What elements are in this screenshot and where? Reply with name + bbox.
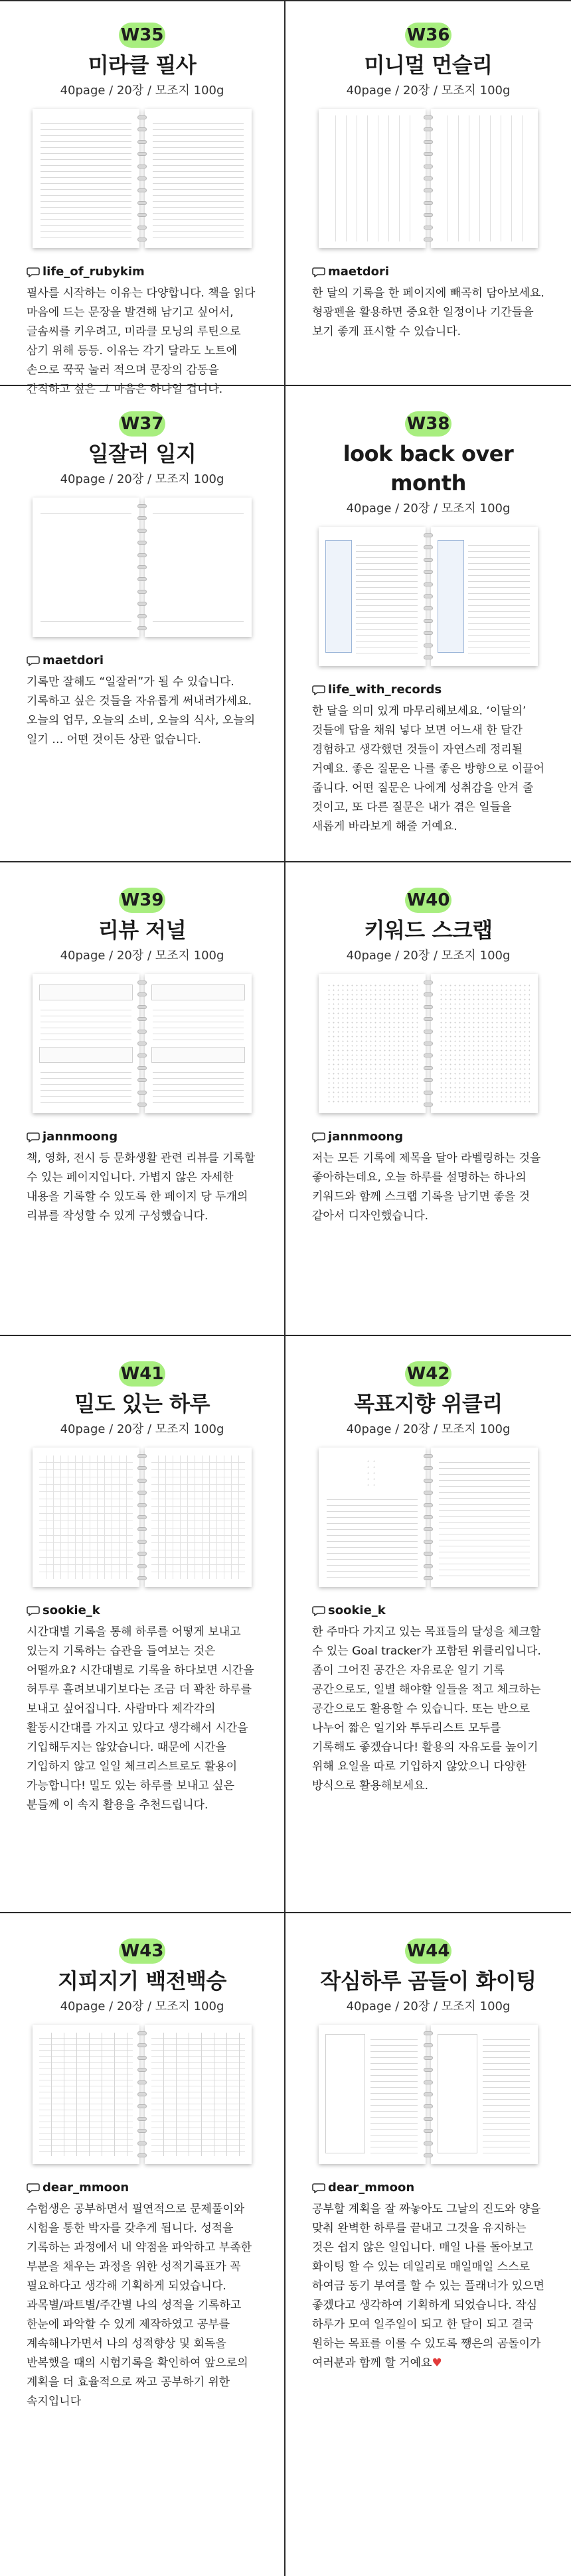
binder-ring [424,1103,433,1107]
entry-spec: 40page / 20장 / 모조지 100g [346,1422,511,1436]
binder-rings [137,1454,147,1580]
chat-bubble-icon [27,267,40,277]
binder-ring [424,2092,433,2096]
entry-title: 미라클 필사 [88,52,197,78]
binder-ring [424,2129,433,2133]
author-name: dear_mmoon [328,2181,415,2195]
entry-spec: 40page / 20장 / 모조지 100g [346,949,511,963]
binder-ring [137,1053,147,1057]
binder-ring [424,2117,433,2121]
binder-ring [424,2153,433,2157]
notebook-left-page [33,498,139,637]
binder-rings [424,115,433,241]
notebook-right-page [431,1448,538,1587]
binder-ring [424,1576,433,1580]
binder-ring [424,213,433,217]
binder-ring [424,558,433,562]
chat-bubble-icon [312,267,325,277]
author-line [27,2180,258,2196]
binder-ring [424,545,433,549]
binder-ring [424,1030,433,1034]
entry-card-w35 [0,0,286,396]
entry-card-w42 [286,1335,571,1912]
binder-rings [137,2031,147,2157]
binder-ring [424,2043,433,2047]
binder-ring [137,626,147,630]
binder-rings [137,981,147,1107]
binder-ring [137,1078,147,1082]
notebook-preview [33,109,252,248]
binder-ring [137,541,147,545]
binder-ring [424,655,433,659]
binder-ring [137,2056,147,2060]
entry-description: 한 달의 기록을 한 페이지에 빼곡히 담아보세요. 형광펜을 활용하면 중요한 일정이나 기간들을 보기 좋게 표시할 수 있습니다. [312,287,544,338]
entry-spec: 40page / 20장 / 모조지 100g [60,84,224,98]
notebook-right-page [431,109,538,248]
notebook-preview [319,527,538,666]
binder-ring [424,140,433,144]
author-line [27,1129,258,1145]
binder-ring [424,570,433,574]
notebook-left-page [33,1448,139,1587]
notebook-right-page [431,2025,538,2164]
author-name: dear_mmoon [42,2181,129,2195]
binder-ring [137,1091,147,1095]
binder-ring [424,1479,433,1483]
entry-title: 미니멀 먼슬리 [364,52,493,78]
binder-ring [137,1576,147,1580]
binder-ring [424,2080,433,2084]
binder-ring [137,1491,147,1495]
entry-description: 필사를 시작하는 이유는 다양합니다. 책을 읽다 마음에 드는 문장을 발견해 남기고 싶어서, 글솜씨를 키우려고, 미라클 모닝의 루틴으로 삼기 위해 등등. 이유는 각기 달라도 노트에 손으로 꾹꾹 눌러 적으며 문장의 감동을 간직하고 싶은 그 마음은 하나일 겁니다. [27,287,256,396]
entry-description: 책, 영화, 전시 등 문화생활 관련 리뷰를 기록할 수 있는 페이지입니다. 가볍지 않은 자세한 내용을 기록할 수 있도록 한 페이지 당 두개의 리뷰를 작성할 수 있게 구성했습니다. [27,1152,256,1223]
entry-spec: 40page / 20장 / 모조지 100g [346,502,511,515]
binder-ring [137,504,147,508]
binder-ring [424,1540,433,1544]
binder-ring [137,602,147,606]
binder-ring [137,2092,147,2096]
week-badge: W36 [405,23,451,48]
binder-ring [137,577,147,581]
binder-ring [137,516,147,520]
notebook-left-page [319,974,426,1113]
binder-ring [424,594,433,598]
week-badge: W38 [405,411,451,437]
entry-description: 한 주마다 가지고 있는 목표들의 달성을 체크할 수 있는 Goal tracker가 포함된 위클리입니다. 좀이 그어진 공간은 자유로운 일기 기록 공간으로도, 일별 해야할 일들을 적고 체크하는 공간으로도 활용할 수 있습니다. 또는 반으로 나누어 짧은 일기와 투두리스트 모두를 기록해도 좋겠습니다! 활용의 자유도를 높이기 위해 요일을 따로 기입하지 않았으니 다양한 방식으로 활용해보세요. [312,1625,541,1793]
binder-ring [137,1066,147,1070]
binder-ring [137,1564,147,1568]
binder-ring [137,1103,147,1107]
author-line [312,1129,544,1145]
chat-bubble-icon [27,2183,40,2193]
author-name: life_of_rubykim [42,265,145,279]
binder-rings [424,981,433,1107]
binder-ring [137,992,147,996]
binder-ring [424,165,433,169]
author-line [27,264,258,280]
notebook-right-page [145,109,252,248]
entry-card-w39 [0,861,286,1335]
author-name: life_with_records [328,683,442,697]
binder-rings [424,533,433,659]
binder-ring [424,1454,433,1458]
notebook-preview [33,1448,252,1587]
entry-card-w40 [286,861,571,1335]
binder-ring [137,213,147,217]
heart-icon: ♥ [432,2356,442,2370]
chat-bubble-icon [27,1605,40,1616]
notebook-preview [319,109,538,248]
entry-description-text: 공부할 계획을 잘 짜놓아도 그날의 진도와 양을 맞춰 완벽한 하루를 끝내고 그것을 유지하는 것은 쉽지 않은 일입니다. 매일 나를 돌아보고 화이팅 할 수 있는 데일리로 매일매일 스스로 하여금 동기 부여를 할 수 있는 플래너가 있으면 좋겠다고 생각하여 기획하게 되었습니다. 작심 하루가 모여 일주일이 되고 한 달이 되고 결국 원하는 목표를 이룰 수 있도록 쨍은의 곰돌이가 여러분과 함께 할 거예요 [312,2203,544,2370]
entry-title: 밀도 있는 하루 [74,1391,210,1416]
binder-ring [424,1564,433,1568]
binder-ring [424,201,433,205]
entry-spec: 40page / 20장 / 모조지 100g [60,2000,224,2013]
author-name: jannmoong [42,1130,118,1144]
entry-card-w38 [286,385,571,861]
binder-ring [137,529,147,533]
notebook-preview [319,974,538,1113]
binder-ring [137,176,147,180]
chat-bubble-icon [312,1605,325,1616]
binder-ring [137,1552,147,1556]
binder-ring [137,1503,147,1507]
entry-description: 저는 모든 기록에 제목을 달아 라벨링하는 것을 좋아하는데요, 오늘 하루를 설명하는 하나의 키워드와 함께 스크랩 기록을 남기면 좋을 것 같아서 디자인했습니다. [312,1152,541,1223]
binder-ring [137,2129,147,2133]
author-line [312,264,544,280]
binder-ring [137,553,147,557]
binder-ring [137,565,147,569]
binder-ring [424,606,433,610]
binder-ring [424,992,433,996]
notebook-right-page [145,974,252,1113]
notebook-preview [319,1448,538,1587]
binder-ring [424,1491,433,1495]
entry-title: 리뷰 저널 [98,917,187,943]
binder-ring [424,226,433,230]
author-line [27,1603,258,1619]
author-name: sookie_k [42,1603,100,1617]
binder-ring [424,1091,433,1095]
entry-card-w41 [0,1335,286,1912]
author-line [312,1603,544,1619]
binder-rings [424,1454,433,1580]
binder-ring [137,1540,147,1544]
binder-ring [137,165,147,169]
entry-card-w43 [0,1912,286,2576]
binder-ring [137,1454,147,1458]
binder-ring [424,188,433,192]
binder-ring [137,140,147,144]
notebook-preview [319,2025,538,2164]
binder-ring [137,2068,147,2072]
notebook-left-page [319,1448,426,1587]
week-badge: W41 [119,1361,165,1387]
notebook-right-page [145,2025,252,2164]
binder-ring [137,1527,147,1531]
binder-ring [137,1017,147,1021]
author-name: maetdori [42,653,104,667]
entry-card-w44 [286,1912,571,2576]
binder-ring [137,2104,147,2108]
binder-ring [137,115,147,119]
binder-ring [424,127,433,131]
week-badge: W37 [119,411,165,437]
binder-ring [137,1030,147,1034]
binder-ring [424,582,433,586]
chat-bubble-icon [27,655,40,666]
binder-ring [137,2117,147,2121]
notebook-preview [33,498,252,637]
notebook-preview [33,2025,252,2164]
binder-ring [137,590,147,594]
author-line [312,2180,544,2196]
notebook-right-page [145,1448,252,1587]
binder-ring [424,631,433,635]
entry-spec: 40page / 20장 / 모조지 100g [346,2000,511,2013]
binder-ring [424,152,433,156]
binder-ring [137,1042,147,1046]
binder-ring [424,619,433,623]
binder-ring [424,1078,433,1082]
entry-description: 수험생은 공부하면서 필연적으로 문제풀이와 시험을 통한 박자를 갖추게 됩니다. 성적을 기록하는 과정에서 내 약점을 파악하고 부족한 부분을 채우는 과정을 위한 성적기록표가 꼭 필요하다고 생각해 기획하게 되었습니다. 과목별/파트별/주간별 나의 성적을 기록하고 한눈에 파악할 수 있게 제작하였고 공부를 계속해나가면서 나의 성적향상 및 회독을 반복했을 때의 시험기록을 확인하여 앞으로의 계획을 더 효율적으로 짜고 공부하기 위한 속지입니다 [27,2203,252,2408]
binder-ring [424,1066,433,1070]
binder-ring [424,2141,433,2145]
binder-ring [424,1527,433,1531]
binder-ring [137,2153,147,2157]
author-line [27,653,258,669]
week-badge: W40 [405,888,451,913]
binder-ring [137,188,147,192]
binder-ring [424,1017,433,1021]
notebook-right-page [431,527,538,666]
entry-title: look back over month [343,441,514,496]
notebook-left-page [319,527,426,666]
binder-ring [137,2043,147,2047]
chat-bubble-icon [312,1132,325,1142]
chat-bubble-icon [312,685,325,695]
notebook-right-page [431,974,538,1113]
entry-title: 목표지향 위클리 [354,1391,503,1416]
binder-ring [137,1466,147,1470]
entry-description: 기록만 잘해도 “일잘러”가 될 수 있습니다. 기록하고 싶은 것들을 자유롭게 써내려가세요. 오늘의 업무, 오늘의 소비, 오늘의 식사, 오늘의 일기 … 어떤 것이든 상관 없습니다. [27,675,256,746]
binder-ring [137,981,147,984]
binder-ring [424,1053,433,1057]
binder-ring [137,237,147,241]
binder-rings [424,2031,433,2157]
notebook-left-page [319,109,426,248]
binder-ring [424,1552,433,1556]
entry-card-w36 [286,0,571,385]
entry-spec: 40page / 20장 / 모조지 100g [60,1422,224,1436]
binder-ring [424,1466,433,1470]
notebook-left-page [319,2025,426,2164]
entry-title: 작심하루 곰들이 화이팅 [320,1968,536,1994]
binder-ring [424,1515,433,1519]
notebook-right-page [145,498,252,637]
entry-description: 한 달을 의미 있게 마무리해보세요. ‘이달의’ 것들에 답을 채워 넣다 보면 어느새 한 달간 경험하고 생각했던 것들이 자연스레 정리될 거예요. 좋은 질문은 나를 좋은 방향으로 이끌어 줍니다. 어떤 질문은 나에게 성취감을 안겨 줄 것이고, 또 다른 질문은 내가 겪은 일들을 새롭게 바라보게 해줄 거예요. [312,705,544,833]
binder-ring [137,1515,147,1519]
author-name: jannmoong [328,1130,404,1144]
binder-ring [424,2031,433,2035]
binder-ring [137,2031,147,2035]
binder-ring [424,2068,433,2072]
entry-card-w37 [0,385,286,861]
entry-title: 지피지기 백전백승 [58,1968,226,1994]
entry-spec: 40page / 20장 / 모조지 100g [60,949,224,963]
binder-ring [137,614,147,618]
entry-spec: 40page / 20장 / 모조지 100g [60,472,224,486]
author-line [312,682,544,698]
binder-ring [137,1479,147,1483]
binder-ring [424,237,433,241]
binder-rings [137,504,147,630]
binder-ring [424,176,433,180]
notebook-left-page [33,109,139,248]
week-badge: W43 [119,1938,165,1964]
binder-ring [137,2080,147,2084]
entry-description [312,2200,544,2373]
author-name: sookie_k [328,1603,386,1617]
binder-ring [424,1503,433,1507]
chat-bubble-icon [312,2183,325,2193]
notebook-preview [33,974,252,1113]
binder-ring [424,1042,433,1046]
binder-ring [137,2141,147,2145]
binder-ring [424,533,433,537]
notebook-left-page [33,974,139,1113]
week-badge: W42 [405,1361,451,1387]
week-badge: W39 [119,888,165,913]
binder-ring [137,1005,147,1009]
entry-spec: 40page / 20장 / 모조지 100g [346,84,511,98]
chat-bubble-icon [27,1132,40,1142]
binder-ring [424,981,433,984]
binder-ring [137,201,147,205]
binder-ring [137,152,147,156]
binder-ring [424,2104,433,2108]
entry-title: 키워드 스크랩 [364,917,493,943]
binder-ring [424,644,433,647]
entry-title: 일잘러 일지 [88,441,197,466]
entry-description: 시간대별 기록을 통해 하루를 어떻게 보내고 있는지 기록하는 습관을 들여보는 것은 어떨까요? 시간대별로 기록을 하다보면 시간을 허투루 흘려보내기보다는 조금 더 꽉찬 하루를 보내고 싶어집니다. 사람마다 제각각의 활동시간대를 가지고 있다고 생각해서 시간을 기입해두지는 않았습니다. 때문에 시간을 기입하지 않고 일일 체크리스트로도 활용이 가능합니다! 밀도 있는 하루를 보내고 싶은 분들께 이 속지 활용을 추천드립니다. [27,1625,254,1812]
binder-ring [137,127,147,131]
author-name: maetdori [328,265,390,279]
binder-ring [424,2056,433,2060]
binder-ring [424,115,433,119]
binder-ring [424,1005,433,1009]
binder-rings [137,115,147,241]
notebook-left-page [33,2025,139,2164]
week-badge: W35 [119,23,165,48]
binder-ring [137,226,147,230]
week-badge: W44 [405,1938,451,1964]
